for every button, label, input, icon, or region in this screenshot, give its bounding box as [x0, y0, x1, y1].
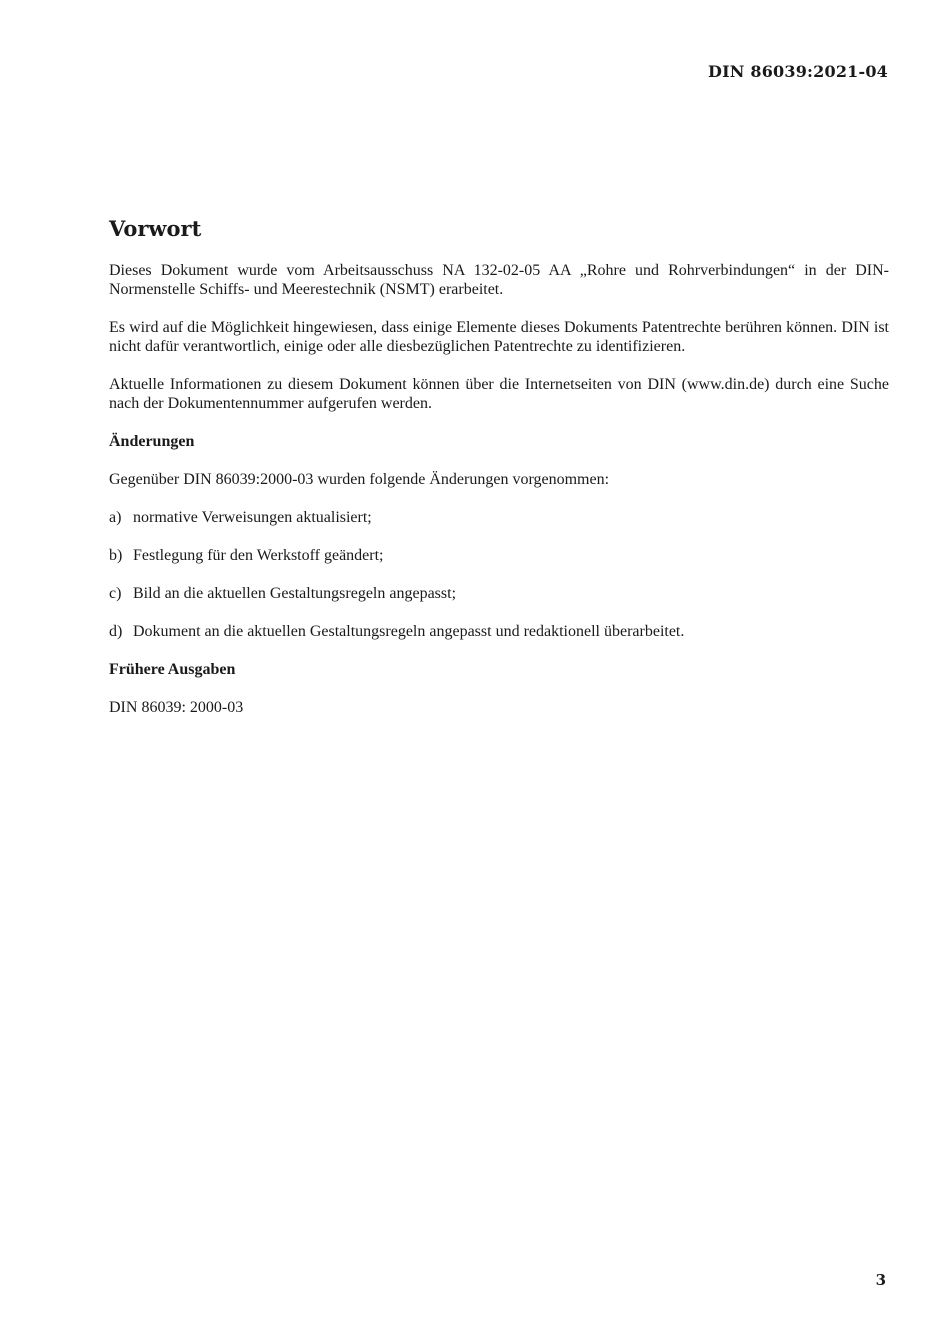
paragraph: Aktuelle Informationen zu diesem Dokument können über die Internetseiten von DIN (www.din.de) durch eine Suche nach der Dokumentennummer aufgerufen werden.: [109, 376, 889, 412]
list-item-text: Festlegung für den Werkstoff geändert;: [133, 547, 384, 564]
list-item: [109, 508, 889, 527]
document-identifier: DIN 86039:2021-04: [708, 62, 888, 81]
page-number: 3: [875, 1271, 886, 1289]
list-item-text: Dokument an die aktuellen Gestaltungsregeln angepasst und redaktionell überarbeitet.: [133, 623, 685, 640]
section-title: Vorwort: [109, 216, 202, 241]
list-item: [109, 622, 889, 641]
paragraph: Es wird auf die Möglichkeit hingewiesen, dass einige Elemente dieses Dokuments Patentrechte berühren können. DIN ist nicht dafür verantwortlich, einige oder alle diesbezüglichen Patentrechte zu identifizieren.: [109, 319, 889, 355]
page-content: [109, 216, 889, 736]
list-item: [109, 584, 889, 603]
list-marker: d): [109, 623, 123, 640]
changes-heading: Änderungen: [109, 433, 195, 450]
list-item-text: Bild an die aktuellen Gestaltungsregeln angepasst;: [133, 585, 457, 602]
paragraph: Dieses Dokument wurde vom Arbeitsausschuss NA 132-02-05 AA „Rohre und Rohrverbindungen“ in der DIN-Normenstelle Schiffs- und Meerestechnik (NSMT) erarbeitet.: [109, 262, 889, 298]
list-item-text: normative Verweisungen aktualisiert;: [133, 509, 372, 526]
list-marker: b): [109, 547, 123, 564]
list-marker: c): [109, 585, 122, 602]
previous-editions-heading: Frühere Ausgaben: [109, 661, 236, 678]
changes-intro: Gegenüber DIN 86039:2000-03 wurden folgende Änderungen vorgenommen:: [109, 471, 610, 488]
list-item: [109, 546, 889, 565]
previous-editions-text: DIN 86039: 2000-03: [109, 699, 244, 716]
list-marker: a): [109, 509, 122, 526]
